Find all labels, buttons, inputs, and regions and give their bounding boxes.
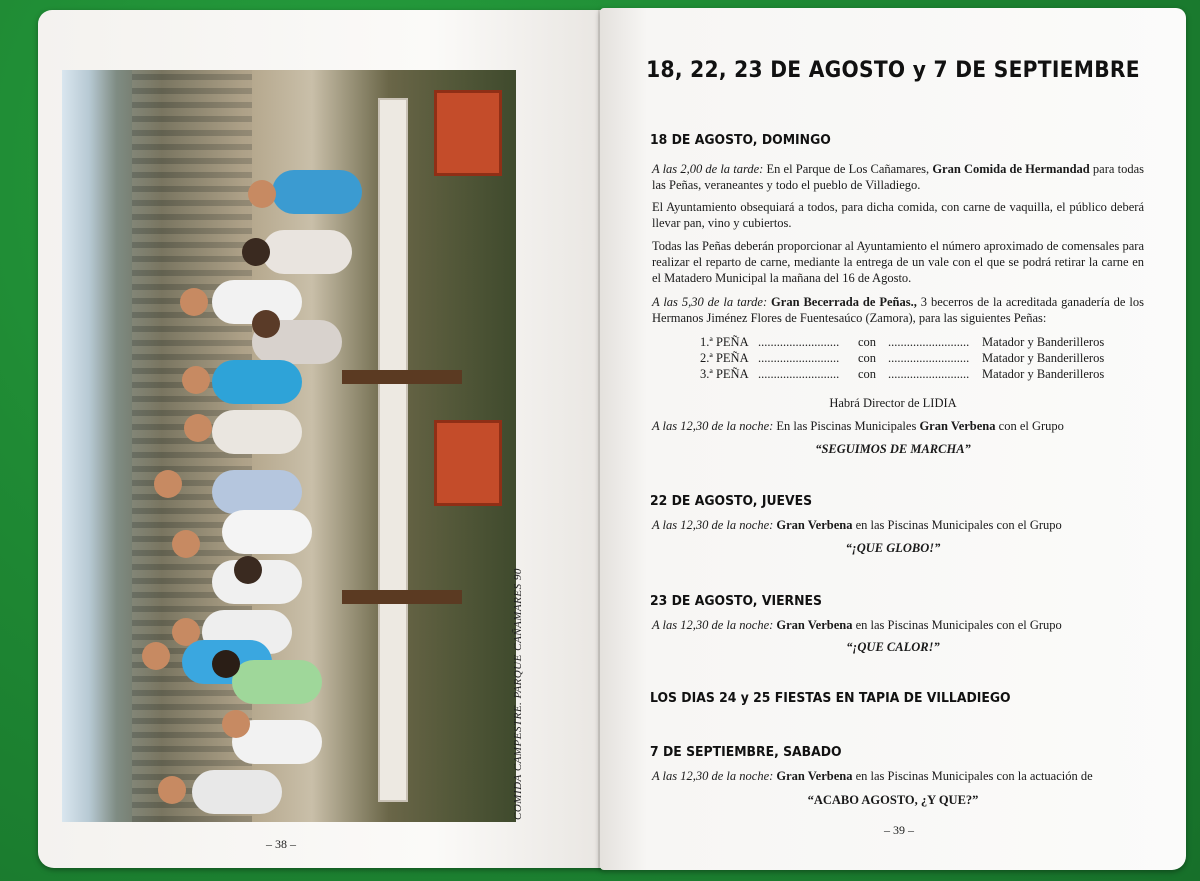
pena-label: 3.ª PEÑA bbox=[700, 367, 749, 381]
person bbox=[212, 410, 302, 454]
dots: .......................... bbox=[758, 335, 840, 349]
person-head bbox=[172, 530, 200, 558]
person-head bbox=[142, 642, 170, 670]
text: en las Piscinas Municipales con la actuación de bbox=[852, 769, 1093, 783]
dots: .......................... bbox=[758, 367, 840, 381]
event-name: Gran Verbena bbox=[919, 419, 996, 433]
bench bbox=[342, 590, 462, 604]
text: En las Piscinas Municipales bbox=[773, 419, 920, 433]
section-heading-18-agosto: 18 DE AGOSTO, DOMINGO bbox=[650, 132, 831, 148]
section-heading-22-agosto: 22 DE AGOSTO, JUEVES bbox=[650, 493, 813, 509]
right-page-content bbox=[600, 0, 1186, 870]
time-label: A las 12,30 de la noche: bbox=[652, 419, 774, 433]
photo-caption: COMIDA CAMPESTRE. PARQUE CAÑAMARES 90 bbox=[512, 568, 524, 820]
person bbox=[272, 170, 362, 214]
paragraph-becerrada bbox=[652, 294, 1144, 326]
time-label: A las 2,00 de la tarde: bbox=[652, 162, 764, 176]
person bbox=[262, 230, 352, 274]
crate bbox=[434, 90, 502, 176]
paragraph-verbena-7 bbox=[652, 768, 1144, 784]
person bbox=[192, 770, 282, 814]
text: En el Parque de Los Cañamares, bbox=[763, 162, 933, 176]
person-head bbox=[212, 650, 240, 678]
role-label: Matador y Banderilleros bbox=[982, 351, 1105, 365]
con-label: con bbox=[857, 367, 877, 381]
paragraph-verbena-22 bbox=[652, 517, 1144, 533]
page-number-right: – 39 – bbox=[884, 823, 914, 837]
photo-table bbox=[380, 100, 406, 800]
time-label: A las 5,30 de la tarde: bbox=[652, 295, 768, 309]
page-title: 18, 22, 23 DE AGOSTO y 7 DE SEPTIEMBRE bbox=[646, 58, 1140, 83]
pena-row bbox=[700, 367, 1120, 383]
person bbox=[212, 360, 302, 404]
group-name-18: “SEGUIMOS DE MARCHA” bbox=[815, 442, 971, 456]
person-head bbox=[242, 238, 270, 266]
group-name-23: “¡QUE CALOR!” bbox=[846, 640, 940, 654]
dots: .......................... bbox=[888, 351, 970, 365]
role-label: Matador y Banderilleros bbox=[982, 367, 1105, 381]
text: con el Grupo bbox=[995, 419, 1064, 433]
time-label: A las 12,30 de la noche: bbox=[652, 769, 774, 783]
person-head bbox=[180, 288, 208, 316]
paragraph-penas: Todas las Peñas deberán proporcionar al Ayuntamiento el número aproximado de comensales para realizar el reparto de carne, mediante la entrega de un vale con el que se podrá retirar la carne en el Matadero Municipal la mañana del 16 de Agosto. bbox=[652, 239, 1144, 285]
crate bbox=[434, 420, 502, 506]
event-name: Gran Verbena bbox=[773, 618, 853, 632]
dots: .......................... bbox=[888, 335, 970, 349]
pena-label: 1.ª PEÑA bbox=[700, 335, 749, 349]
director-note: Habrá Director de LIDIA bbox=[829, 396, 957, 410]
section-heading-7-septiembre: 7 DE SEPTIEMBRE, SABADO bbox=[650, 744, 842, 760]
person-head bbox=[248, 180, 276, 208]
person-head bbox=[252, 310, 280, 338]
page-number-left: – 38 – bbox=[266, 837, 296, 851]
person-head bbox=[182, 366, 210, 394]
event-name: Gran Verbena bbox=[773, 769, 853, 783]
person-head bbox=[154, 470, 182, 498]
pena-row bbox=[700, 335, 1120, 351]
event-name: Gran Comida de Hermandad bbox=[932, 162, 1090, 176]
time-label: A las 12,30 de la noche: bbox=[652, 518, 774, 532]
penas-list bbox=[700, 335, 1120, 383]
bench bbox=[342, 370, 462, 384]
group-name-7: “ACABO AGOSTO, ¿Y QUE?” bbox=[807, 793, 979, 807]
section-heading-23-agosto: 23 DE AGOSTO, VIERNES bbox=[650, 593, 822, 609]
person bbox=[222, 510, 312, 554]
group-name-22: “¡QUE GLOBO!” bbox=[845, 541, 941, 555]
con-label: con bbox=[857, 335, 877, 349]
paragraph-ayuntamiento: El Ayuntamiento obsequiará a todos, para dicha comida, con carne de vaquilla, el público deberá llevar pan, vino y cubiertos. bbox=[652, 200, 1144, 230]
person bbox=[212, 470, 302, 514]
person-head bbox=[222, 710, 250, 738]
group-photo bbox=[62, 70, 516, 822]
person-head bbox=[184, 414, 212, 442]
text: en las Piscinas Municipales con el Grupo bbox=[852, 518, 1062, 532]
section-heading-24-25: LOS DIAS 24 y 25 FIESTAS EN TAPIA DE VILLADIEGO bbox=[650, 690, 1011, 706]
paragraph-verbena-18 bbox=[652, 418, 1144, 434]
text: 3 becerros de la acreditada ganadería de los Hermanos Jiménez Flores de Fuentesaúco (Zamora), para las siguientes Peñas: bbox=[652, 295, 1144, 325]
role-label: Matador y Banderilleros bbox=[982, 335, 1105, 349]
paragraph-comida bbox=[652, 161, 1144, 193]
text: en las Piscinas Municipales con el Grupo bbox=[852, 618, 1062, 632]
event-name: Gran Verbena bbox=[773, 518, 853, 532]
pena-row bbox=[700, 351, 1120, 367]
person-head bbox=[158, 776, 186, 804]
pena-label: 2.ª PEÑA bbox=[700, 351, 749, 365]
dots: .......................... bbox=[888, 367, 970, 381]
person-head bbox=[234, 556, 262, 584]
event-name: Gran Becerrada de Peñas., bbox=[767, 295, 917, 309]
person bbox=[232, 660, 322, 704]
con-label: con bbox=[857, 351, 877, 365]
time-label: A las 12,30 de la noche: bbox=[652, 618, 774, 632]
paragraph-verbena-23 bbox=[652, 617, 1144, 633]
dots: .......................... bbox=[758, 351, 840, 365]
text: para todas las Peñas, veraneantes y todo el pueblo de Villadiego. bbox=[652, 162, 1144, 192]
